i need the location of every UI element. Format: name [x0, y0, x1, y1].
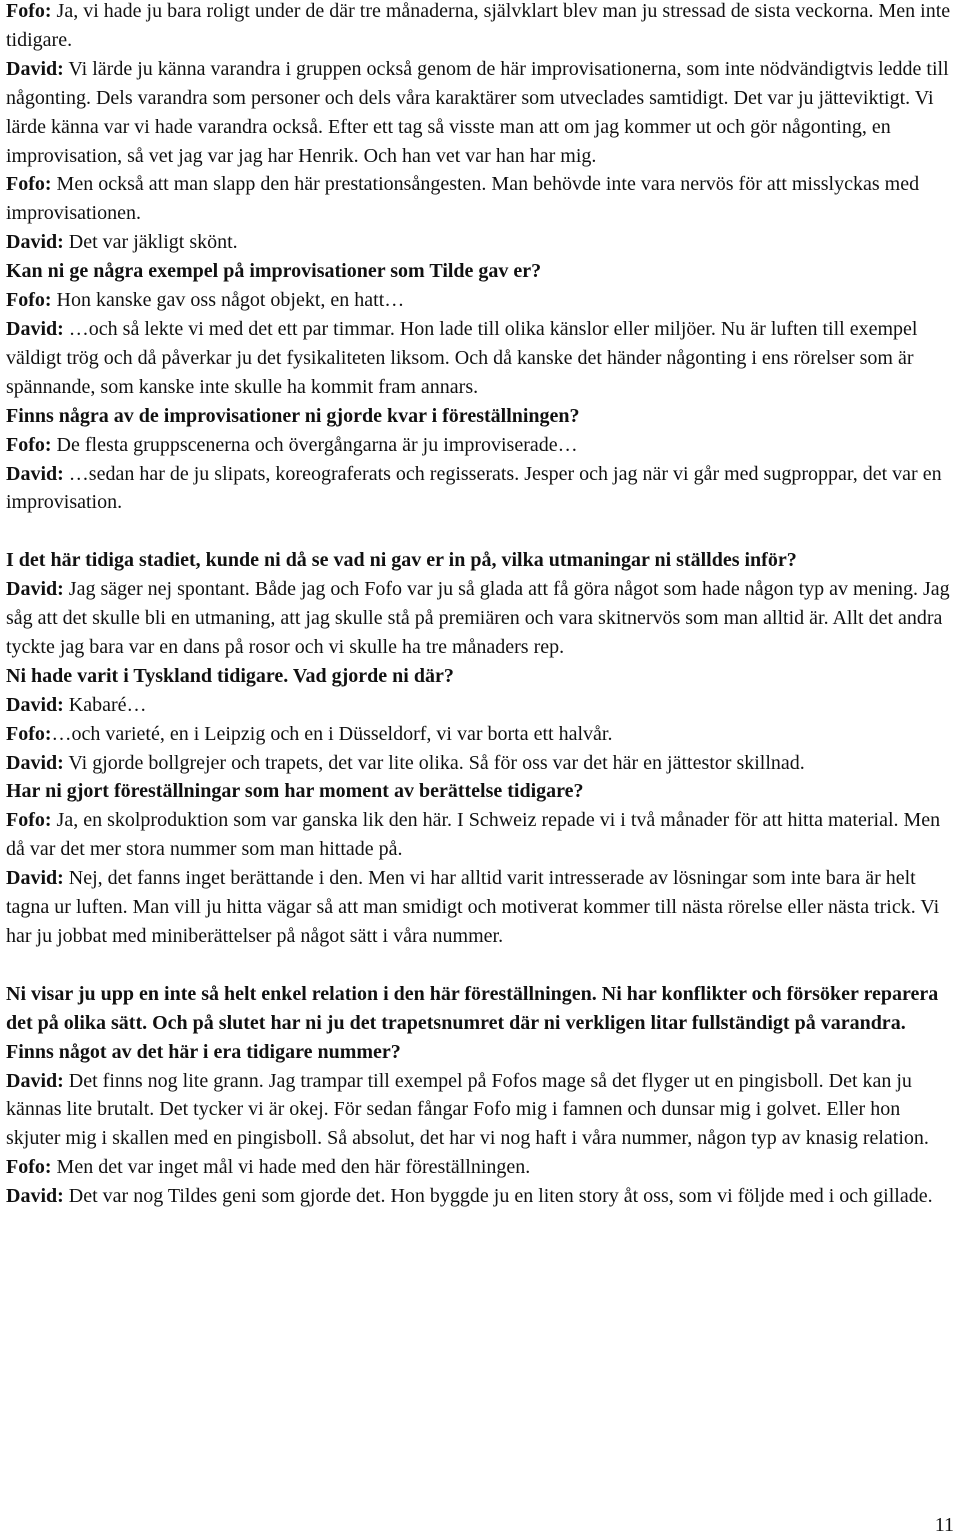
interview-question: Ni hade varit i Tyskland tidigare. Vad gjorde ni där?: [6, 664, 454, 687]
paragraph: [6, 431, 956, 460]
paragraph-text: Hon kanske gav oss något objekt, en hatt…: [51, 289, 405, 312]
paragraph-text: Vi lärde ju känna varandra i gruppen också genom de här improvisationerna, som inte nödvändigtvis ledde till någonting. Dels varandra som personer och dels våra karaktärer som utveclades samtidigt. Det var ju jätteviktigt. Vi lärde känna var vi hade varandra också. Efter ett tag så visste man att om jag kommer ut och gör någonting, en improvisation, så vet jag var jag har Henrik. Och han vet var han har mig.: [6, 57, 949, 167]
document-body: [6, 0, 956, 1211]
paragraph-text: Det finns nog lite grann. Jag trampar till exempel på Fofos mage så det flyger ut en pingisboll. Det kan ju kännas lite brutalt. Det tycker vi är okej. För sedan fångar Fofo mig i famnen och dunsar mig i golvet. Eller hon skjuter mig i skallen med en pingisboll. Så absolut, det har vi nog haft i våra nummer, någon typ av knasig relation.: [6, 1069, 929, 1150]
paragraph: [6, 1182, 956, 1211]
paragraph: [6, 315, 956, 402]
page-number: 11: [934, 1514, 954, 1536]
paragraph-text: Vi gjorde bollgrejer och trapets, det var lite olika. Så för oss var det här en jättestor skillnad.: [63, 751, 805, 774]
speaker-label: David:: [6, 57, 64, 80]
paragraph-text: Det var nog Tildes geni som gjorde det. Hon byggde ju en liten story åt oss, som vi följde med i och gillade.: [63, 1185, 933, 1208]
paragraph-text: Jag säger nej spontant. Både jag och Fofo var ju så glada att få göra något som hade någon typ av mening. Jag såg att det skulle bli en utmaning, att jag skulle stå på premiären och vara skitnervös som man alltid är. Allt det andra tyckte jag bara var en dans på rosor och vi skulle ha tre månaders rep.: [6, 578, 950, 658]
speaker-label: David:: [6, 867, 64, 890]
speaker-label: David:: [6, 462, 64, 485]
speaker-label: David:: [6, 751, 64, 774]
speaker-label: David:: [6, 1185, 64, 1208]
speaker-label: Fofo:: [6, 289, 52, 312]
paragraph: [6, 286, 956, 315]
paragraph-text: …och varieté, en i Leipzig och en i Düsseldorf, vi var borta ett halvår.: [51, 722, 613, 745]
speaker-label: Fofo:: [6, 809, 52, 832]
paragraph-text: …sedan har de ju slipats, koreograferats och regisserats. Jesper och jag när vi går med sugproppar, det var en improvisation.: [6, 462, 942, 514]
paragraph: [6, 575, 956, 662]
paragraph: [6, 1067, 956, 1154]
speaker-label: Fofo:: [6, 722, 52, 745]
interview-question: Har ni gjort föreställningar som har moment av berättelse tidigare?: [6, 780, 584, 803]
paragraph: [6, 0, 956, 55]
speaker-label: David:: [6, 1069, 64, 1092]
paragraph-text: Ja, vi hade ju bara roligt under de där tre månaderna, självklart blev man ju stressad de sista veckorna. Men inte tidigare.: [6, 0, 951, 51]
paragraph-text: Men det var inget mål vi hade med den här föreställningen.: [51, 1156, 531, 1179]
paragraph-text: De flesta gruppscenerna och övergångarna är ju improviserade…: [51, 433, 578, 456]
paragraph: [6, 460, 956, 518]
paragraph-text: Nej, det fanns inget berättande i den. Men vi har alltid varit intresserade av lösningar som inte bara är helt tagna ur luften. Man vill ju hitta vägar så att man smidigt och motiverat kommer till nästa rörelse eller nästa trick. Vi har ju jobbat med miniberättelser på något sätt i våra nummer.: [6, 867, 940, 947]
paragraph-text: Det var jäkligt skönt.: [63, 231, 238, 254]
interview-question: Kan ni ge några exempel på improvisationer som Tilde gav er?: [6, 260, 542, 283]
paragraph: [6, 1153, 956, 1182]
paragraph: [6, 691, 956, 720]
paragraph-text: Kabaré…: [63, 693, 147, 716]
paragraph: [6, 55, 956, 171]
interview-question: I det här tidiga stadiet, kunde ni då se vad ni gav er in på, vilka utmaningar ni ställdes inför?: [6, 549, 797, 572]
interview-question: Finns några av de improvisationer ni gjorde kvar i föreställningen?: [6, 404, 580, 427]
speaker-label: David:: [6, 578, 64, 601]
speaker-label: David:: [6, 231, 64, 254]
speaker-label: Fofo:: [6, 0, 52, 22]
paragraph: [6, 170, 956, 228]
paragraph: [6, 806, 956, 864]
paragraph-text: …och så lekte vi med det ett par timmar. Hon lade till olika känslor eller miljöer. Nu är luften till exempel väldigt trög och då påverkar ju det fysikaliteten liksom. Och då kanske det händer någonting i ens rörelser som är spännande, som kanske inte skulle ha kommit fram annars.: [6, 317, 918, 398]
paragraph: [6, 864, 956, 951]
paragraph: [6, 228, 956, 257]
interview-question: Ni visar ju upp en inte så helt enkel relation i den här föreställningen. Ni har konflikter och försöker reparera det på olika sätt. Och på slutet har ni ju det trapetsnumret där ni verkligen litar fullständigt på varandra. Finns något av det här i era tidigare nummer?: [6, 982, 939, 1063]
speaker-label: David:: [6, 693, 64, 716]
paragraph: [6, 720, 956, 749]
speaker-label: Fofo:: [6, 1156, 52, 1179]
paragraph-text: Ja, en skolproduktion som var ganska lik den här. I Schweiz repade vi i två månader för att hitta material. Men då var det mer stora nummer som man hittade på.: [6, 809, 941, 861]
paragraph-text: Men också att man slapp den här prestationsångesten. Man behövde inte vara nervös för att misslyckas med improvisationen.: [6, 173, 920, 225]
speaker-label: Fofo:: [6, 173, 52, 196]
paragraph: [6, 749, 956, 778]
speaker-label: David:: [6, 317, 64, 340]
speaker-label: Fofo:: [6, 433, 52, 456]
